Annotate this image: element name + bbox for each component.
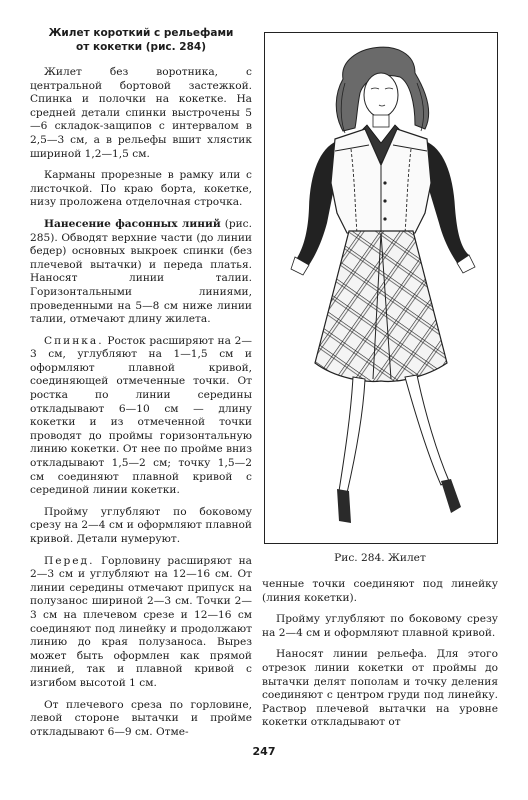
vest-illustration: [265, 33, 497, 543]
right-shoe: [441, 479, 461, 513]
paragraph-description: Жилет без воротника, с центральной бортовой застежкой. Спинка и полочки на кокетке. На средней детали спинки выстрочены 5—6 складок-защипов с интервалом в 2,5—3 см, а в рельефы вшит хлястик шириной 1,2—1,5 см.: [30, 66, 252, 160]
lead-front: Перед.: [44, 554, 95, 567]
page-number: 247: [252, 745, 276, 758]
paragraph-continuation: ченные точки соединяют под линейку (линия кокетки).: [262, 578, 498, 604]
left-leg: [339, 377, 365, 493]
lead-back: Спинка.: [44, 334, 104, 347]
figure-illustration: [264, 32, 498, 544]
text-back: Росток расширяют на 2—3 см, углубляют на 1—1,5 см и оформляют плавной кривой, соединяющей отмеченные точки. От ростка по линии середины откладывают 6—10 см — длину кокетки и из отмеченной точки проводят до проймы горизонтальную линию кокетки. От нее по пройме вниз откладывают 1,5—2 см; точку 1,5—2 см соединяют плавной кривой с серединой линии кокетки.: [30, 334, 252, 497]
paragraph-armhole: Пройму углубляют по боковому срезу на 2—4 см и оформляют плавной кривой. Детали нумеруют.: [30, 505, 252, 545]
section-heading: [30, 26, 252, 54]
lead-lines: Нанесение фасонных линий: [44, 217, 221, 230]
left-text-column: [30, 26, 252, 747]
paragraph-front: [30, 555, 252, 691]
heading-line-1: Жилет короткий с рельефами: [48, 27, 234, 39]
paragraph-back: [30, 335, 252, 498]
right-sleeve: [425, 141, 469, 263]
heading-line-2: от кокетки (рис. 284): [75, 41, 207, 53]
face-shape: [364, 73, 398, 117]
figure-caption: Рис. 284. Жилет: [334, 552, 426, 564]
paragraph-pockets: Карманы прорезные в рамку или с листочкой. По краю борта, кокетке, низу проложена отделочная строчка.: [30, 169, 252, 209]
paragraph-lines: [30, 218, 252, 327]
skirt-shape: [315, 231, 447, 381]
right-leg: [405, 375, 449, 485]
text-front: Горловину расширяют на 2—3 см и углубляют на 12—16 см. От линии середины отмечают припуск на полузанос шириной 2—3 см. Точки 2—3 см на плечевом срезе и 12—16 см соединяют под линейку и продолжают линию до края полузаноса. Вырез может быть оформлен как прямой линией, так и плавной кривой с изгибом высотой 1 см.: [30, 554, 252, 689]
text-lines: (рис. 285). Обводят верхние части (до линии бедер) основных выкроек спинки (без плечевой вытачки) и переда платья. Наносят линии талии. Горизонтальными линиями, проведенными на 5—8 см ниже линии талии, отмечают длину жилета.: [30, 217, 252, 326]
paragraph-armhole-front: Пройму углубляют по боковому срезу на 2—4 см и оформляют плавной кривой.: [262, 613, 498, 639]
right-text-column: [262, 578, 498, 738]
left-sleeve: [297, 141, 337, 265]
left-shoe: [337, 489, 351, 523]
paragraph-relief: Наносят линии рельефа. Для этого отрезок линии кокетки от проймы до вытачки делят пополам и точку деления соединяют с центром груди под линейку. Раствор плечевой вытачки на уровне кокетки откладывают от: [262, 648, 498, 729]
paragraph-shoulder: От плечевого среза по горловине, левой стороне вытачки и пройме откладывают 6—9 см. Отме-: [30, 698, 252, 738]
